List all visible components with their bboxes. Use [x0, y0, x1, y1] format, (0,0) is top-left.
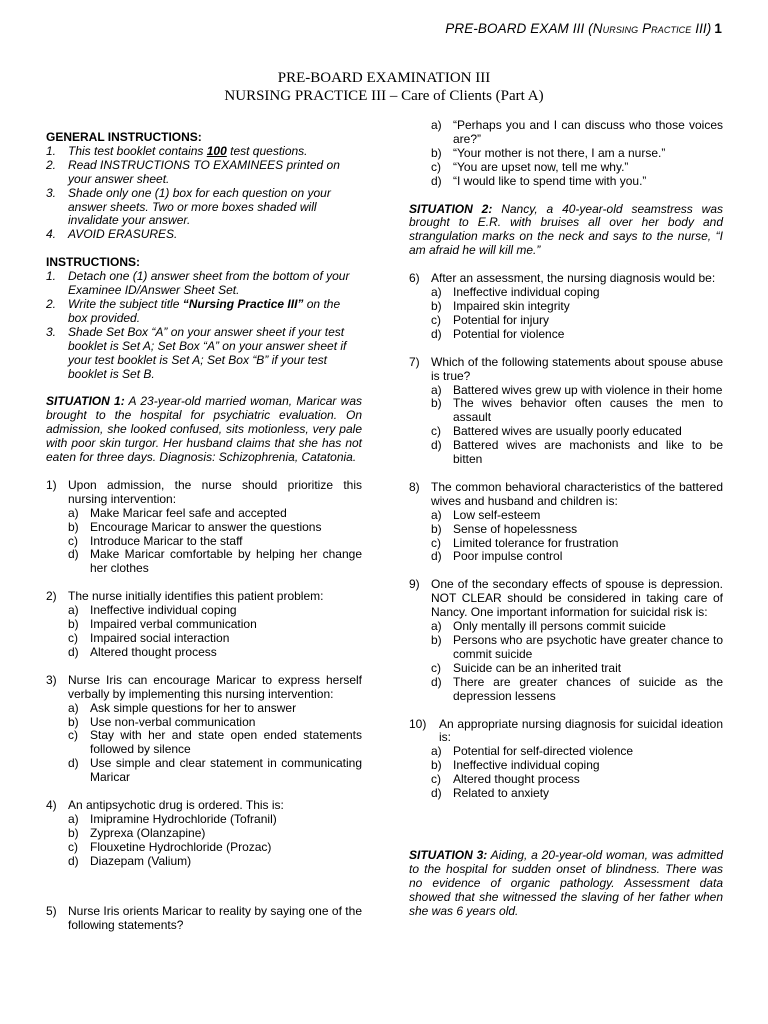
document-title — [0, 69, 768, 105]
general-instructions-heading: GENERAL INSTRUCTIONS: — [46, 130, 202, 144]
option-letter: c) — [68, 533, 78, 548]
general-item-1: 1. This test booklet contains 100 test questions. — [46, 143, 308, 158]
option-letter: a) — [431, 744, 442, 759]
answer-option — [68, 507, 362, 521]
option-letter: b) — [431, 145, 442, 160]
options-list — [431, 286, 723, 342]
options-list — [431, 384, 723, 467]
answer-option — [431, 175, 723, 189]
option-letter: d) — [431, 674, 442, 689]
options-list — [431, 509, 723, 565]
option-letter: c) — [431, 424, 441, 439]
option-letter: a) — [68, 700, 79, 715]
question-4 — [46, 799, 362, 813]
question-text: The common behavioral characteristics of the battered wives and husband and children is: — [431, 479, 723, 508]
option-letter: d) — [68, 644, 79, 659]
instructions-heading: INSTRUCTIONS: — [46, 255, 140, 270]
answer-option — [431, 662, 723, 676]
option-letter: b) — [431, 758, 442, 773]
answer-option — [68, 855, 362, 869]
option-text: Altered thought process — [90, 644, 217, 659]
question-count: 100 — [206, 143, 227, 158]
question-number: 9) — [409, 577, 420, 592]
options-list — [68, 702, 362, 785]
option-text: Flouxetine Hydrochloride (Prozac) — [90, 839, 272, 854]
question-1 — [46, 479, 362, 507]
answer-option — [68, 702, 362, 716]
answer-option — [68, 757, 362, 785]
option-letter: d) — [431, 438, 442, 453]
question-text: An antipsychotic drug is ordered. This is: — [68, 798, 284, 813]
option-text: Low self-esteem — [453, 507, 541, 522]
option-text: Diazepam (Valium) — [90, 853, 192, 868]
spacer — [46, 576, 362, 590]
answer-option — [68, 548, 362, 576]
answer-option — [68, 841, 362, 855]
option-text: Related to anxiety — [453, 786, 550, 801]
question-number: 2) — [46, 589, 57, 604]
question-6 — [409, 272, 723, 286]
option-letter: c) — [431, 535, 441, 550]
answer-option — [431, 439, 723, 467]
option-letter: b) — [68, 617, 79, 632]
option-text: Battered wives grew up with violence in their home — [453, 382, 723, 397]
option-text: Make Maricar feel safe and accepted — [90, 505, 287, 520]
answer-option — [431, 119, 723, 147]
option-text: “I would like to spend time with you.” — [453, 173, 647, 188]
option-letter: a) — [68, 603, 79, 618]
answer-option — [431, 550, 723, 564]
option-text: “Perhaps you and I can discuss who those voices are?” — [453, 118, 723, 146]
answer-option — [68, 521, 362, 535]
option-letter: a) — [431, 285, 442, 300]
spacer — [409, 704, 723, 718]
question-5 — [46, 905, 362, 933]
option-letter: b) — [68, 825, 79, 840]
answer-option — [431, 787, 723, 801]
option-text: Impaired verbal communication — [90, 617, 257, 632]
question-text: An appropriate nursing diagnosis for suicidal ideation is: — [439, 716, 723, 745]
option-letter: d) — [431, 786, 442, 801]
instructions-list — [46, 270, 362, 381]
answer-option — [431, 328, 723, 342]
spacer — [409, 342, 723, 356]
option-text: Altered thought process — [453, 772, 580, 787]
option-letter: a) — [68, 505, 79, 520]
option-text: Impaired skin integrity — [453, 298, 570, 313]
option-letter: c) — [68, 631, 78, 645]
option-text: Ineffective individual coping — [453, 285, 600, 300]
option-text: Persons who are psychotic have greater chance to commit suicide — [453, 633, 723, 661]
general-item-2: 2. Read INSTRUCTIONS TO EXAMINEES printed on your answer sheet. — [46, 157, 340, 186]
option-text: “You are upset now, tell me why.” — [453, 159, 629, 174]
option-text: Make Maricar comfortable by helping her change her clothes — [90, 547, 362, 576]
question-number: 5) — [46, 903, 57, 918]
question-3 — [46, 674, 362, 702]
answer-option — [431, 397, 723, 425]
answer-option — [431, 425, 723, 439]
option-letter: b) — [431, 521, 442, 536]
option-text: Limited tolerance for frustration — [453, 535, 619, 550]
option-text: Battered wives are machonists and like to be bitten — [453, 438, 723, 467]
answer-option — [431, 286, 723, 300]
option-text: Encourage Maricar to answer the questions — [90, 519, 322, 534]
option-text: “Your mother is not there, I am a nurse.” — [453, 145, 666, 160]
option-letter: c) — [68, 839, 78, 854]
option-text: There are greater chances of suicide as the depression lessens — [453, 674, 723, 703]
answer-option — [431, 147, 723, 161]
situation-1: SITUATION 1: A 23-year-old married woman, Maricar was brought to the hospital for psychiatric evaluation. On admission, she looked confused, sits motionless, very pale with poor skin turgor. Her husband claims that she has not eaten for three days. Diagnosis: Schizophrenia, Catatonia. — [46, 394, 362, 465]
answer-option — [68, 813, 362, 827]
option-text: Battered wives are usually poorly educated — [453, 424, 682, 439]
option-text: Imipramine Hydrochloride (Tofranil) — [90, 811, 277, 826]
question-7 — [409, 356, 723, 384]
answer-option — [68, 729, 362, 757]
answer-option — [431, 523, 723, 537]
question-text: The nurse initially identifies this patient problem: — [68, 589, 324, 604]
question-number: 6) — [409, 271, 420, 286]
instructions-item-3: 3. Shade Set Box “A” on your answer sheet if your test booklet is Set A; Set Box “A” on your answer sheet if your test booklet is Set A; Set Box “B” if your test booklet is Set B. — [46, 324, 347, 381]
question-text: Which of the following statements about spouse abuse is true? — [431, 354, 723, 383]
question-number: 4) — [46, 798, 57, 813]
question-text: Nurse Iris orients Maricar to reality by saying one of the following statements? — [68, 903, 362, 932]
option-text: Potential for self-directed violence — [453, 744, 634, 759]
answer-option — [431, 759, 723, 773]
spacer — [46, 465, 362, 479]
option-letter: d) — [68, 853, 79, 868]
option-letter: b) — [431, 633, 442, 647]
instructions-item-2: 2. Write the subject title “Nursing Practice III” on the box provided. — [46, 296, 341, 325]
running-header — [445, 22, 722, 36]
page-number: 1 — [714, 21, 722, 36]
header-exam: PRE-BOARD EXAM III ( — [445, 21, 593, 36]
question-8 — [409, 481, 723, 509]
question-10 — [409, 718, 723, 746]
option-text: Potential for violence — [453, 326, 565, 341]
answer-option — [431, 745, 723, 759]
header-subject: Nursing Practice III — [592, 21, 707, 36]
answer-option — [431, 773, 723, 787]
option-letter: a) — [431, 619, 442, 634]
question-5-options — [431, 119, 723, 189]
title-line-2: NURSING PRACTICE III – Care of Clients (Part A) — [224, 88, 544, 104]
option-letter: a) — [431, 118, 442, 132]
option-text: Use simple and clear statement in communicating Maricar — [90, 756, 362, 785]
option-text: Ineffective individual coping — [90, 603, 237, 618]
option-text: Only mentally ill persons commit suicide — [453, 619, 666, 634]
question-number: 8) — [409, 479, 420, 494]
left-column — [46, 131, 362, 932]
option-text: Introduce Maricar to the staff — [90, 533, 243, 548]
options-list — [68, 813, 362, 869]
question-text: Upon admission, the nurse should prioritize this nursing intervention: — [68, 477, 362, 506]
answer-option — [68, 716, 362, 730]
question-number: 10) — [409, 716, 427, 731]
option-letter: b) — [68, 714, 79, 729]
answer-option — [68, 646, 362, 660]
answer-option — [431, 537, 723, 551]
instructions-item-1: 1. Detach one (1) answer sheet from the bottom of your Examinee ID/Answer Sheet Set. — [46, 269, 350, 298]
spacer — [409, 564, 723, 578]
option-letter: a) — [431, 507, 442, 522]
option-letter: b) — [431, 298, 442, 313]
option-text: Sense of hopelessness — [453, 521, 578, 536]
options-list — [68, 507, 362, 577]
answer-option — [68, 618, 362, 632]
option-letter: c) — [68, 728, 78, 743]
question-number: 7) — [409, 354, 420, 369]
answer-option — [431, 620, 723, 634]
general-item-4: 4. AVOID ERASURES. — [46, 227, 178, 242]
option-letter: b) — [68, 519, 79, 534]
option-letter: d) — [431, 173, 442, 188]
situation-2: SITUATION 2: Nancy, a 40-year-old seamstress was brought to E.R. with bruises all over her body and strangulation marks on the neck and says to the nurse, “I am afraid he will kill me.” — [409, 201, 724, 258]
answer-option — [431, 161, 723, 175]
question-text: One of the secondary effects of spouse is depression. NOT CLEAR should be considered in taking care of Nancy. One important information for suicidal risk is: — [431, 577, 723, 620]
options-list — [68, 604, 362, 660]
option-text: Potential for injury — [453, 312, 550, 327]
answer-option — [431, 314, 723, 328]
option-text: Zyprexa (Olanzapine) — [90, 825, 206, 840]
general-instructions-list — [46, 145, 362, 242]
right-questions — [409, 258, 723, 801]
option-letter: d) — [431, 326, 442, 341]
answer-option — [431, 384, 723, 398]
option-text: Impaired social interaction — [90, 631, 230, 645]
option-letter: a) — [68, 811, 79, 826]
general-item-3: 3. Shade only one (1) box for each question on your answer sheets. Two or more boxes shaded will invalidate your answer. — [46, 185, 331, 228]
question-text: After an assessment, the nursing diagnosis would be: — [431, 271, 716, 286]
option-text: Ask simple questions for her to answer — [90, 700, 297, 715]
options-list — [431, 620, 723, 703]
spacer — [409, 258, 723, 272]
spacer — [46, 869, 362, 905]
answer-option — [431, 509, 723, 523]
spacer — [46, 660, 362, 674]
answer-option — [431, 634, 723, 662]
answer-option — [431, 300, 723, 314]
option-text: Stay with her and state open ended statements followed by silence — [90, 728, 362, 757]
spacer — [409, 467, 723, 481]
options-list — [431, 745, 723, 801]
option-letter: c) — [431, 312, 441, 327]
option-letter: d) — [68, 756, 79, 771]
question-9 — [409, 578, 723, 620]
question-text: Nurse Iris can encourage Maricar to express herself verbally by implementing this nursing intervention: — [68, 672, 362, 701]
right-column — [409, 119, 723, 919]
situation-3: SITUATION 3: Aiding, a 20-year-old woman, was admitted to the hospital for sudden onset of blindness. There was no evidence of organic pathology. Assessment data showed that she witnessed the slaving of her father when she was 6 years old. — [409, 847, 724, 918]
left-questions — [46, 465, 362, 932]
spacer — [46, 785, 362, 799]
answer-option — [68, 535, 362, 549]
answer-option — [431, 676, 723, 704]
option-text: Ineffective individual coping — [453, 758, 600, 773]
option-text: Use non-verbal communication — [90, 714, 256, 729]
option-letter: b) — [431, 396, 442, 411]
option-letter: a) — [431, 382, 442, 397]
answer-option — [68, 827, 362, 841]
answer-option — [68, 604, 362, 618]
question-number: 1) — [46, 477, 57, 492]
option-letter: d) — [68, 547, 79, 562]
question-2 — [46, 590, 362, 604]
title-line-1: PRE-BOARD EXAMINATION III — [277, 70, 491, 86]
answer-option — [68, 632, 362, 646]
question-number: 3) — [46, 672, 57, 687]
option-text: Suicide can be an inherited trait — [453, 660, 622, 675]
option-letter: d) — [431, 549, 442, 564]
option-letter: c) — [431, 159, 441, 174]
option-letter: c) — [431, 772, 441, 787]
option-text: Poor impulse control — [453, 549, 563, 564]
option-letter: c) — [431, 660, 441, 675]
option-text: The wives behavior often causes the men to assault — [453, 396, 723, 425]
header-close: ) — [706, 21, 712, 36]
